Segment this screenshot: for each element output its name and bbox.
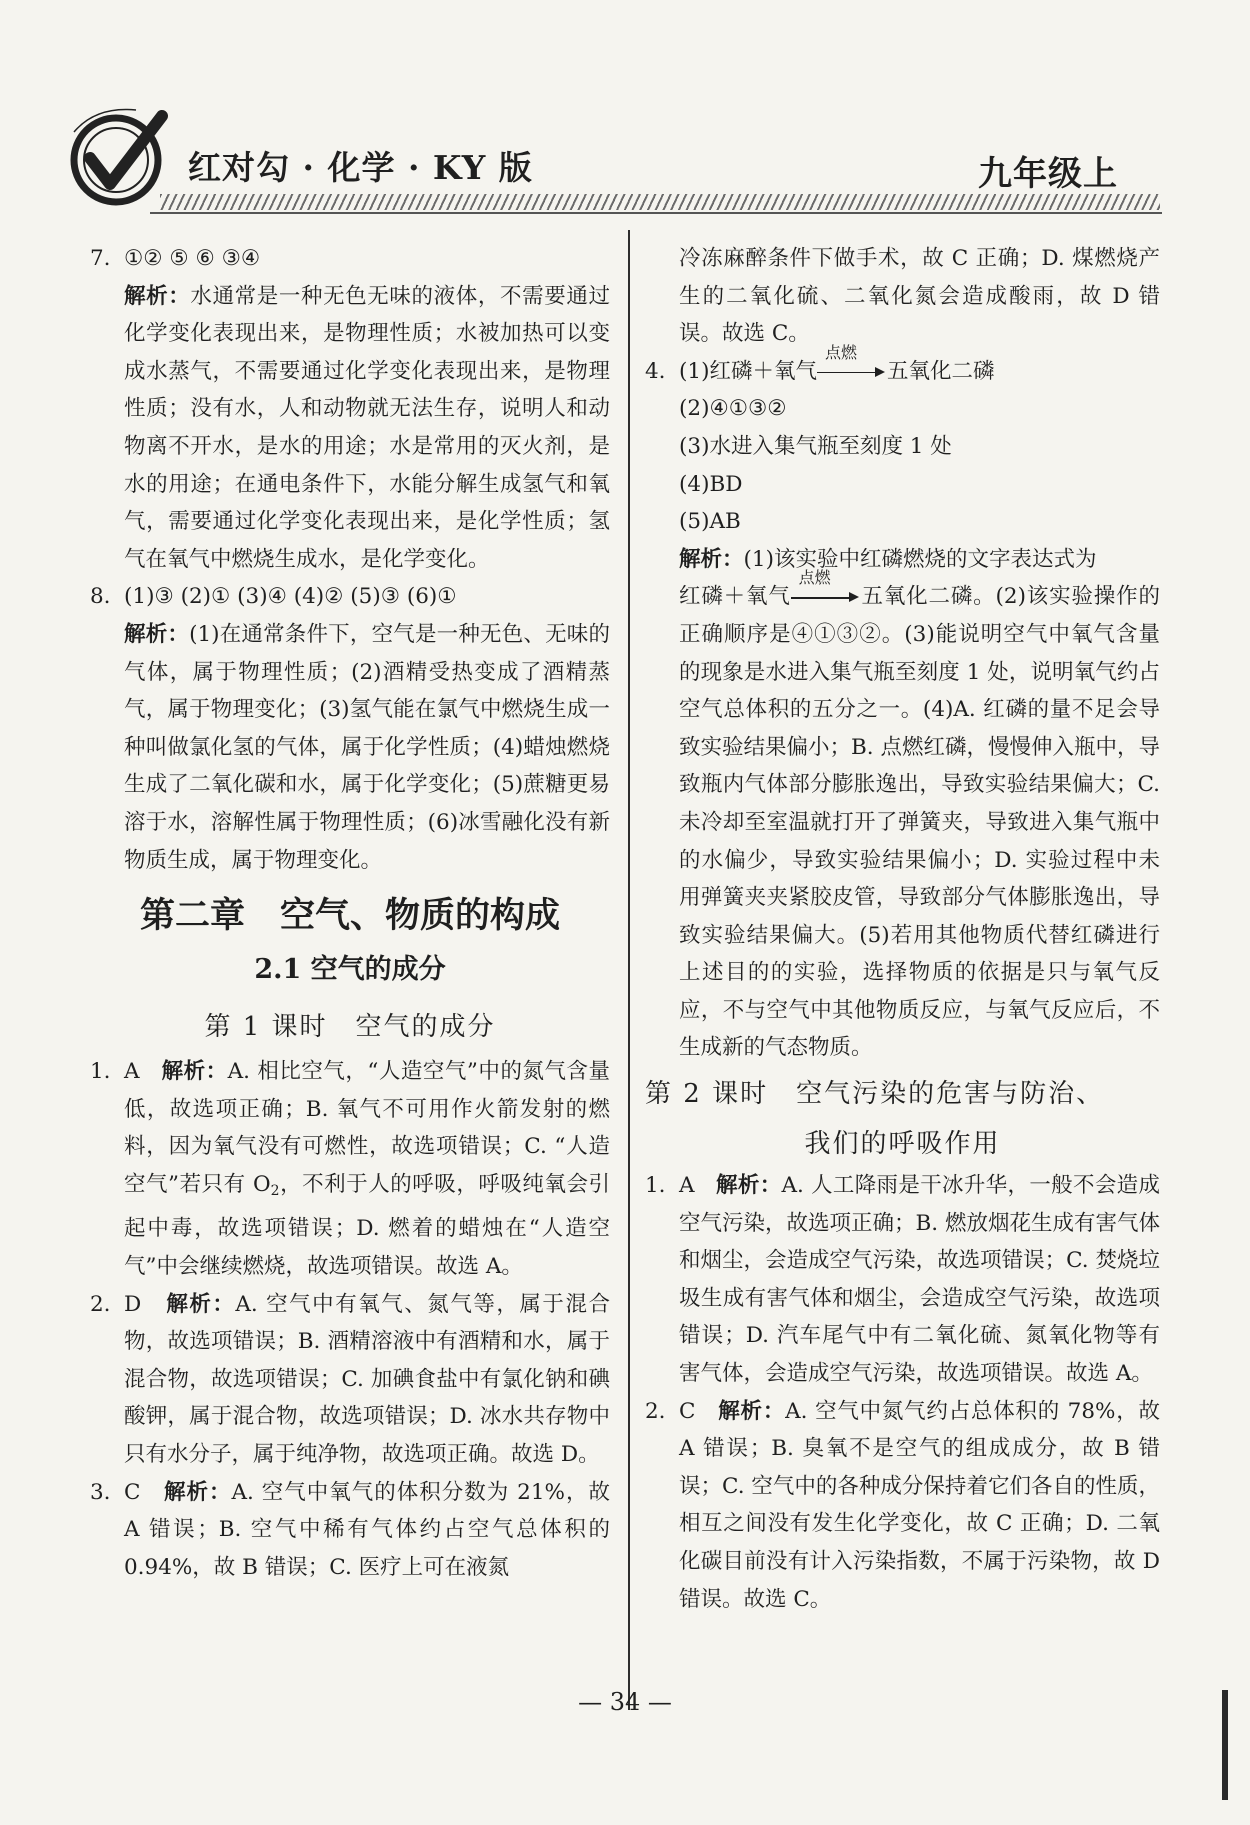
explanation-text: A. 人工降雨是干冰升华，一般不会造成空气污染，故选项正确；B. 燃放烟花生成有害气体和烟尘，会造成空气污染，故选项错误；C. 焚烧垃圾生成有害气体和烟尘，会造成空气污染，故选项错误；D. 汽车尾气中有二氧化硫、氮氧化物等有害气体，会造成空气污染，故选项错误。故选 A。 [679,1173,1160,1387]
explanation-text: A. 相比空气，“人造空气”中的氮气含量低，故选项正确；B. 氧气不可用作火箭发射的燃料，因为氧气没有可燃性，故选项错误；C. “人造空气”若只有 O [124,1059,610,1197]
reaction-condition: 点燃 [824,342,857,362]
explanation-text: 水通常是一种无色无味的液体，不需要通过化学变化表现出来，是物理性质；水被加热可以变成水蒸气，不需要通过化学变化表现出来，是物理性质；没有水，人和动物就无法生存，说明人和动物离不开水，是水的用途；水是常用的灭火剂，是水的用途；在通电条件下，水能分解生成氢气和氧气，需要通过化学变化表现出来，是化学性质；氢气在氧气中燃烧生成水，是化学变化。 [124,283,610,572]
explanation-text: (1)在通常条件下，空气是一种无色、无味的气体，属于物理性质；(2)酒精受热变成了酒精蒸气，属于物理变化；(3)氢气能在氯气中燃烧生成一种叫做氯化氢的气体，属于化学性质；(4)蜡烛燃烧生成了二氧化碳和水，属于化学变化；(5)蔗糖更易溶于水，溶解性属于物理性质；(6)冰雪融化没有新物质生成，属于物理变化。 [124,621,610,873]
question-number: 1. [645,1173,666,1199]
question-3-continued [645,240,1160,353]
answer: ①② ⑤ ⑥ ③④ [124,246,261,271]
explanation-text: 冷冻麻醉条件下做手术，故 C 正确；D. 煤燃烧产生的二氧化硫、二氧化氮会造成酸雨，故 D 错误。故选 C。 [679,246,1160,347]
page-edge-mark [1222,1690,1228,1800]
question-8 [90,578,610,879]
answer: A [124,1059,140,1085]
reaction-condition: 点燃 [798,568,831,588]
question-1 [645,1167,1160,1393]
explanation-text: (1)该实验中红磷燃烧的文字表达式为 [743,546,1097,572]
question-2 [645,1393,1160,1619]
explanation-label: 解析： [718,1398,786,1424]
page-number: — 34 — [578,1688,672,1716]
explanation [124,278,610,579]
question-number: 2. [645,1398,666,1424]
explanation-text: A. 空气中氧气的体积分数为 21%，故 A 错误；B. 空气中稀有气体约占空气总体积的 0.94%，故 B 错误；C. 医疗上可在液氮 [124,1479,610,1580]
question-number: 3. [90,1479,111,1505]
lesson-heading-line-2: 我们的呼吸作用 [804,1129,1001,1160]
equation-reactants: (1)红磷＋氧气 [679,358,817,384]
answer: D [124,1291,142,1317]
answer: C [679,1398,696,1424]
explanation-label: 解析： [716,1173,782,1199]
grade-label: 九年级上 [978,154,1118,194]
question-1 [90,1053,610,1286]
explanation-text: A. 空气中氮气约占总体积的 78%，故 A 错误；B. 臭氧不是空气的组成成分，故 B 错误；C. 空气中的各种成分保持着它们各自的性质，相互之间没有发生化学变化，故 C 正确；D. 二氧化碳目前没有计入污染指数，不属于污染物，故 D 错误。故选 C。 [679,1398,1160,1612]
answer: (1)③ (2)① (3)④ (4)② (5)③ (6)① [124,584,457,610]
chapter-heading: 第二章 空气、物质的构成 [139,895,560,937]
explanation [679,541,1160,1067]
question-7 [90,240,610,578]
reaction-arrow-icon [791,568,861,606]
answer-part-5: (5)AB [679,509,741,535]
question-number: 4. [645,358,666,384]
question-number: 2. [90,1291,111,1317]
header-hatch-divider [160,194,1160,210]
explanation-label: 解析： [124,621,190,647]
header-rule [150,212,1162,214]
equation-reactants: 红磷＋氧气 [679,584,791,610]
explanation-text: A. 空气中有氧气、氮气等，属于混合物，故选项错误；B. 酒精溶液中有酒精和水，属于混合物，故选项错误；C. 加碘食盐中有氯化钠和碘酸钾，属于混合物，故选项错误；D. 冰水共存物中只有水分子，属于纯净物，故选项正确。故选 D。 [124,1291,610,1468]
subscript: 2 [270,1182,280,1199]
explanation-text: (2)该实验操作的正确顺序是④①③②。(3)能说明空气中氧气含量的现象是水进入集气瓶至刻度 1 处，说明氧气约占空气总体积的五分之一。(4)A. 红磷的量不足会导致实验结果偏小；B. 点燃红磷，慢慢伸入瓶中，导致瓶内气体部分膨胀逸出，导致实验结果偏大；C. 未冷却至室温就打开了弹簧夹，导致进入集气瓶中的水偏少，导致实验结果偏小；D. 实验过程中未用弹簧夹夹紧胶皮管，导致部分气体膨胀逸出，导致实验结果偏大。(5)若用其他物质代替红磷进行上述目的的实验，选择物质的依据是只与氧气反应，不与空气中其他物质反应，与氧气反应后，不生成新的气态物质。 [679,584,1160,1061]
question-4 [645,342,1160,1067]
question-number: 8. [90,584,111,610]
section-heading: 2.1 空气的成分 [254,954,446,986]
question-number: 7. [90,246,111,271]
column-divider [628,230,630,1710]
explanation [679,1167,1160,1393]
question-number: 1. [90,1059,111,1085]
equation-product: 五氧化二磷 [886,358,995,384]
explanation-label: 解析： [166,1291,236,1317]
explanation [679,1393,1160,1619]
lesson-heading: 第 1 课时 空气的成分 [204,1012,496,1043]
answer-part-1 [679,342,1160,391]
explanation-label: 解析： [124,283,191,309]
reaction-arrow-icon [817,342,887,381]
explanation-label: 解析： [679,546,744,572]
question-3 [90,1474,610,1587]
right-column [645,240,1160,1618]
left-column [90,240,610,1586]
answer-part-4: (4)BD [679,471,743,497]
explanation-label: 解析： [163,1479,232,1505]
explanation-text: ，不利于人的呼吸，呼吸纯氧会引起中毒，故选项错误；D. 燃着的蜡烛在“人造空气”中会继续燃烧，故选项错误。故选 A。 [124,1171,610,1280]
explanation [124,1286,610,1474]
answer: A [679,1173,695,1199]
brand-title: 红对勾 · 化学 · KY 版 [188,148,533,187]
explanation [124,1053,610,1286]
equation-product: 五氧化二磷。 [860,584,996,610]
answer-part-2: (2)④①③② [679,396,787,422]
explanation-label: 解析： [161,1059,228,1085]
question-2 [90,1286,610,1474]
explanation [124,616,610,879]
lesson-heading-line-1: 第 2 课时 空气污染的危害与防治、 [645,1079,1105,1110]
answer: C [124,1479,141,1505]
answer-part-3: (3)水进入集气瓶至刻度 1 处 [679,433,952,459]
explanation [124,1474,610,1587]
